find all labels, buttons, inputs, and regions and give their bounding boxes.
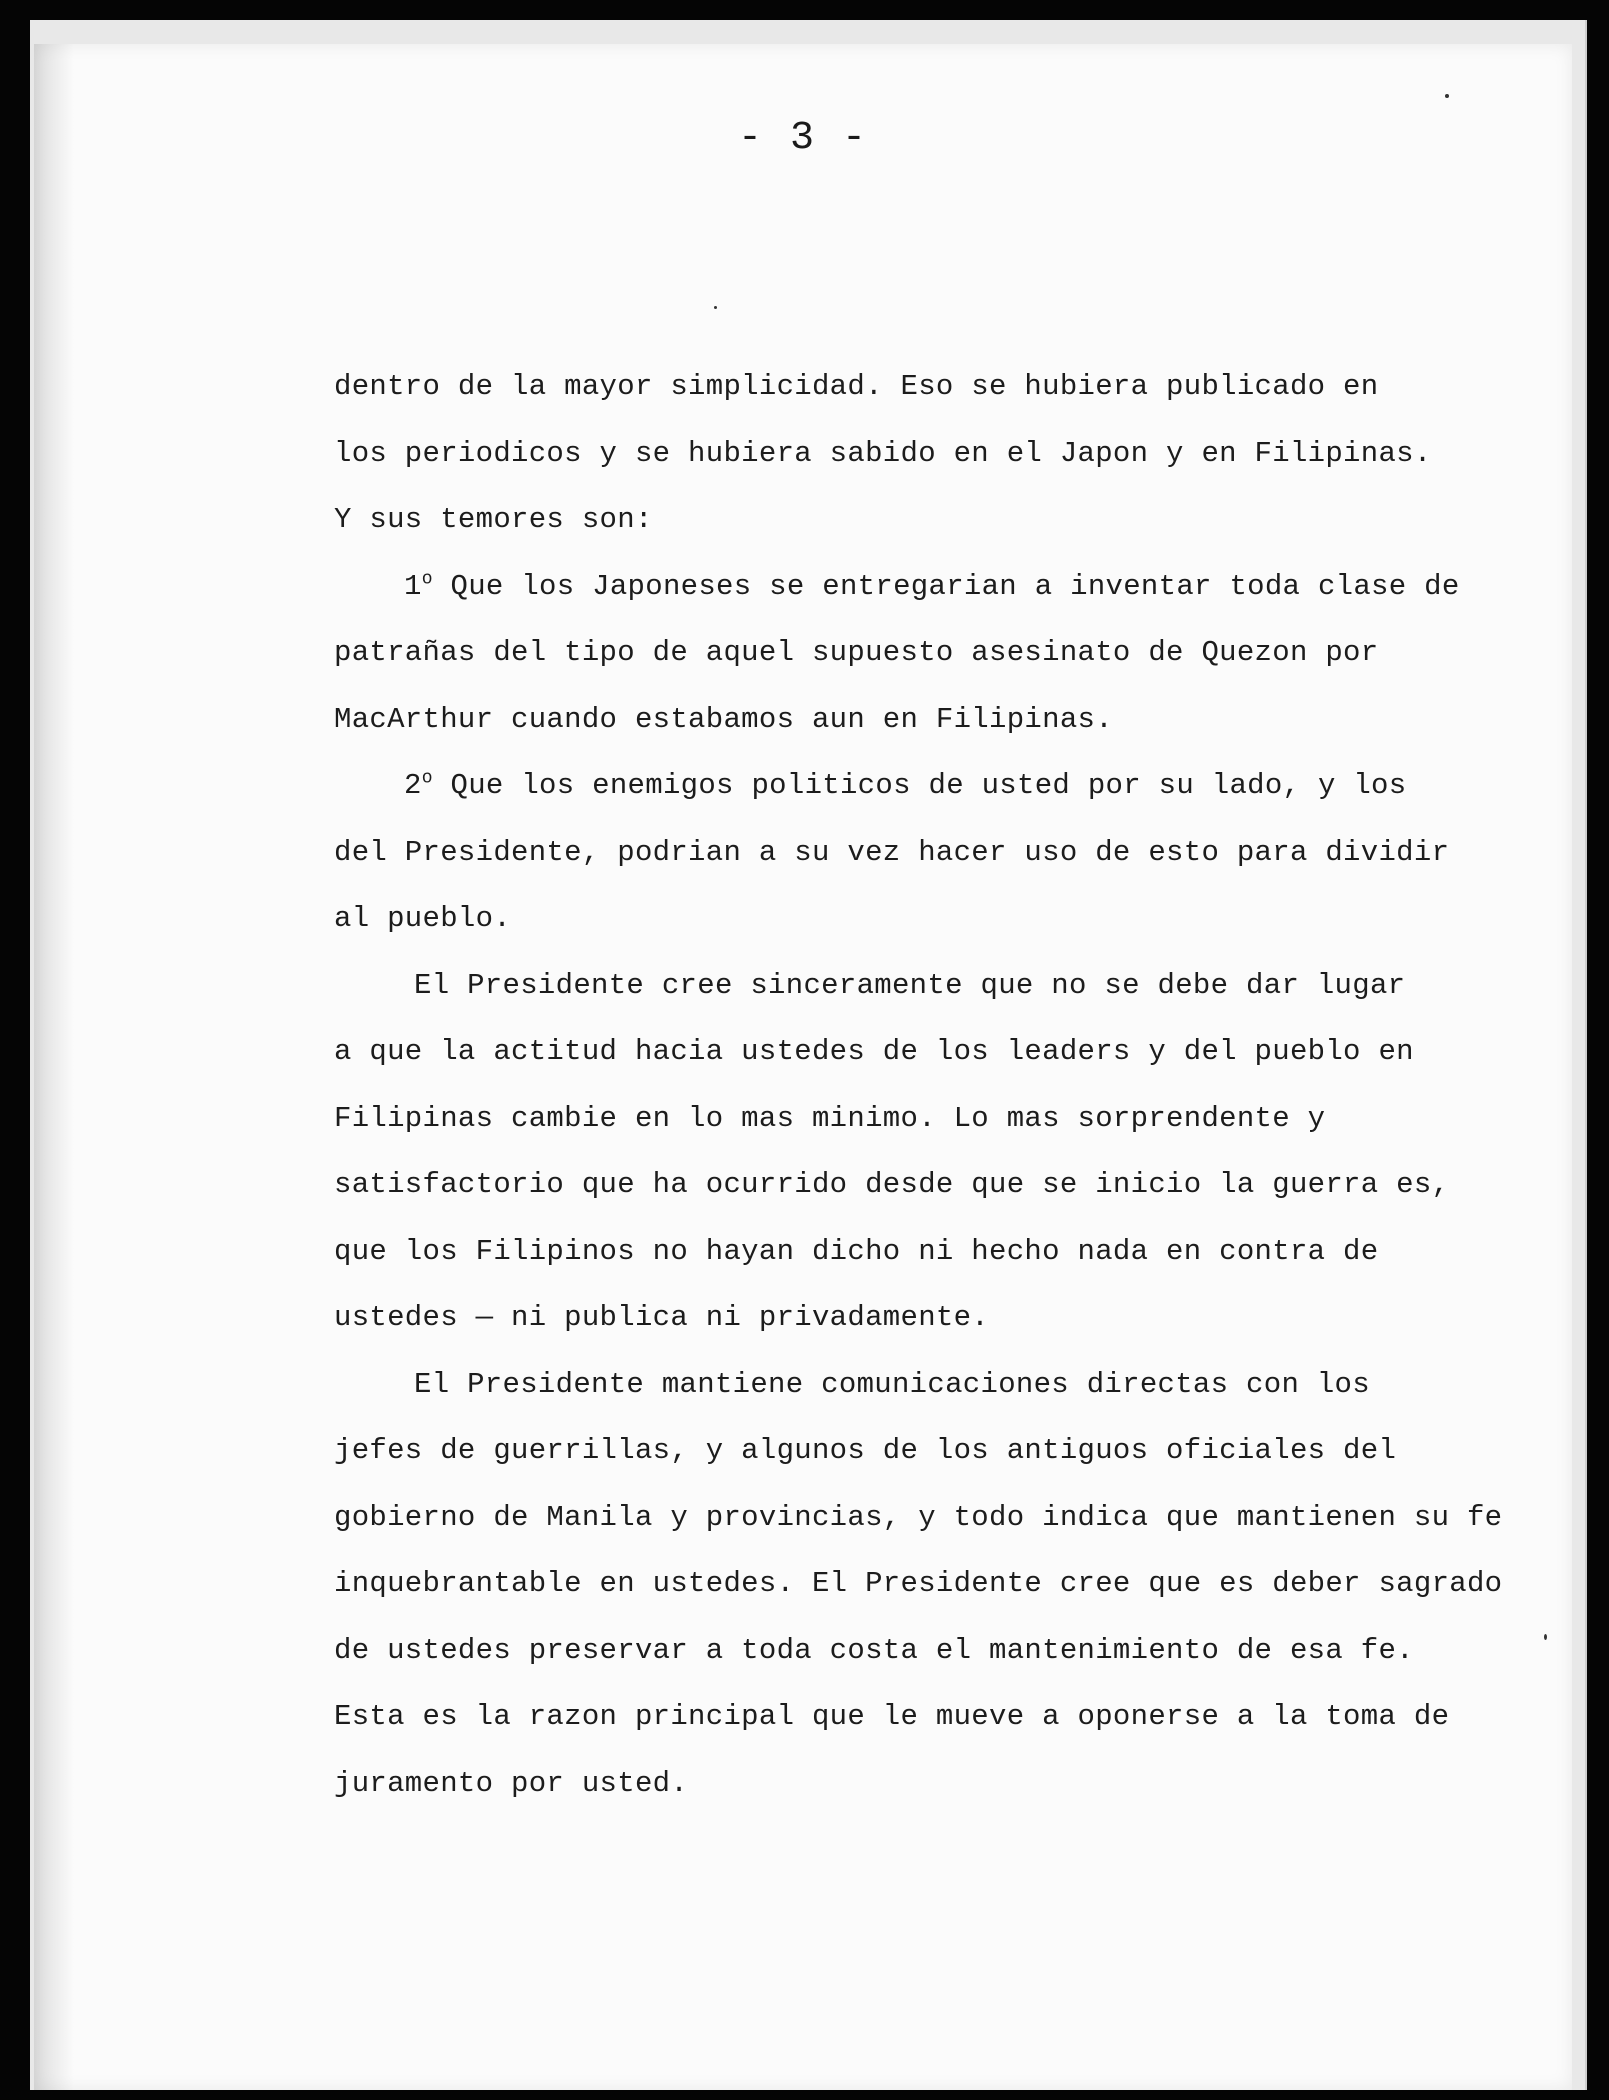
text-line: a que la actitud hacia ustedes de los leaders y del pueblo en: [334, 1035, 1414, 1068]
ordinal-mark: o: [421, 568, 433, 589]
list-marker-1: 1: [404, 569, 422, 603]
text-line: al pueblo.: [334, 902, 512, 935]
text-line: satisfactorio que ha ocurrido desde que se inicio la guerra es,: [334, 1168, 1450, 1201]
list-marker-2: 2: [404, 769, 422, 802]
list-item-2: [334, 753, 1407, 820]
text-line: jefes de guerrillas, y algunos de los antiguos oficiales del: [334, 1434, 1397, 1467]
list-item-1: [334, 554, 1460, 621]
text-line: Y sus temores son:: [334, 503, 653, 536]
text-line: que los Filipinos no hayan dicho ni hecho nada en contra de: [334, 1234, 1379, 1268]
text-line: los periodicos y se hubiera sabido en el Japon y en Filipinas.: [334, 436, 1432, 470]
text-line: Filipinas cambie en lo mas minimo. Lo mas sorprendente y: [334, 1101, 1326, 1135]
paper-speck: [1445, 94, 1449, 98]
text-line: MacArthur cuando estabamos aun en Filipinas.: [334, 702, 1113, 736]
paper-speck: [714, 306, 717, 309]
text-line: dentro de la mayor simplicidad. Eso se hubiera publicado en: [334, 370, 1379, 403]
text-line: gobierno de Manila y provincias, y todo indica que mantienen su fe: [334, 1500, 1503, 1534]
ordinal-mark: o: [421, 768, 433, 789]
text-line: juramento por usted.: [334, 1766, 689, 1800]
text-line: El Presidente mantiene comunicaciones directas con los: [414, 1367, 1370, 1401]
page-number: - 3 -: [737, 116, 869, 161]
paper-speck: [1544, 1634, 1547, 1640]
page-shadow: [34, 44, 74, 2090]
text-line: inquebrantable en ustedes. El Presidente cree que es deber sagrado: [334, 1567, 1503, 1600]
document-page: [34, 44, 1572, 2090]
text-line: ustedes — ni publica ni privadamente.: [334, 1301, 990, 1334]
text-line: Que los enemigos politicos de usted por su lado, y los: [450, 769, 1407, 802]
text-line: patrañas del tipo de aquel supuesto asesinato de Quezon por: [334, 636, 1379, 669]
text-line: del Presidente, podrian a su vez hacer uso de esto para dividir: [334, 835, 1450, 869]
text-line: Esta es la razon principal que le mueve a oponerse a la toma de: [334, 1700, 1450, 1733]
text-line: Que los Japoneses se entregarian a inventar toda clase de: [450, 569, 1460, 603]
letter-body: [334, 354, 1503, 1817]
text-line: El Presidente cree sinceramente que no se debe dar lugar: [414, 968, 1406, 1002]
text-line: de ustedes preservar a toda costa el mantenimiento de esa fe.: [334, 1633, 1414, 1667]
